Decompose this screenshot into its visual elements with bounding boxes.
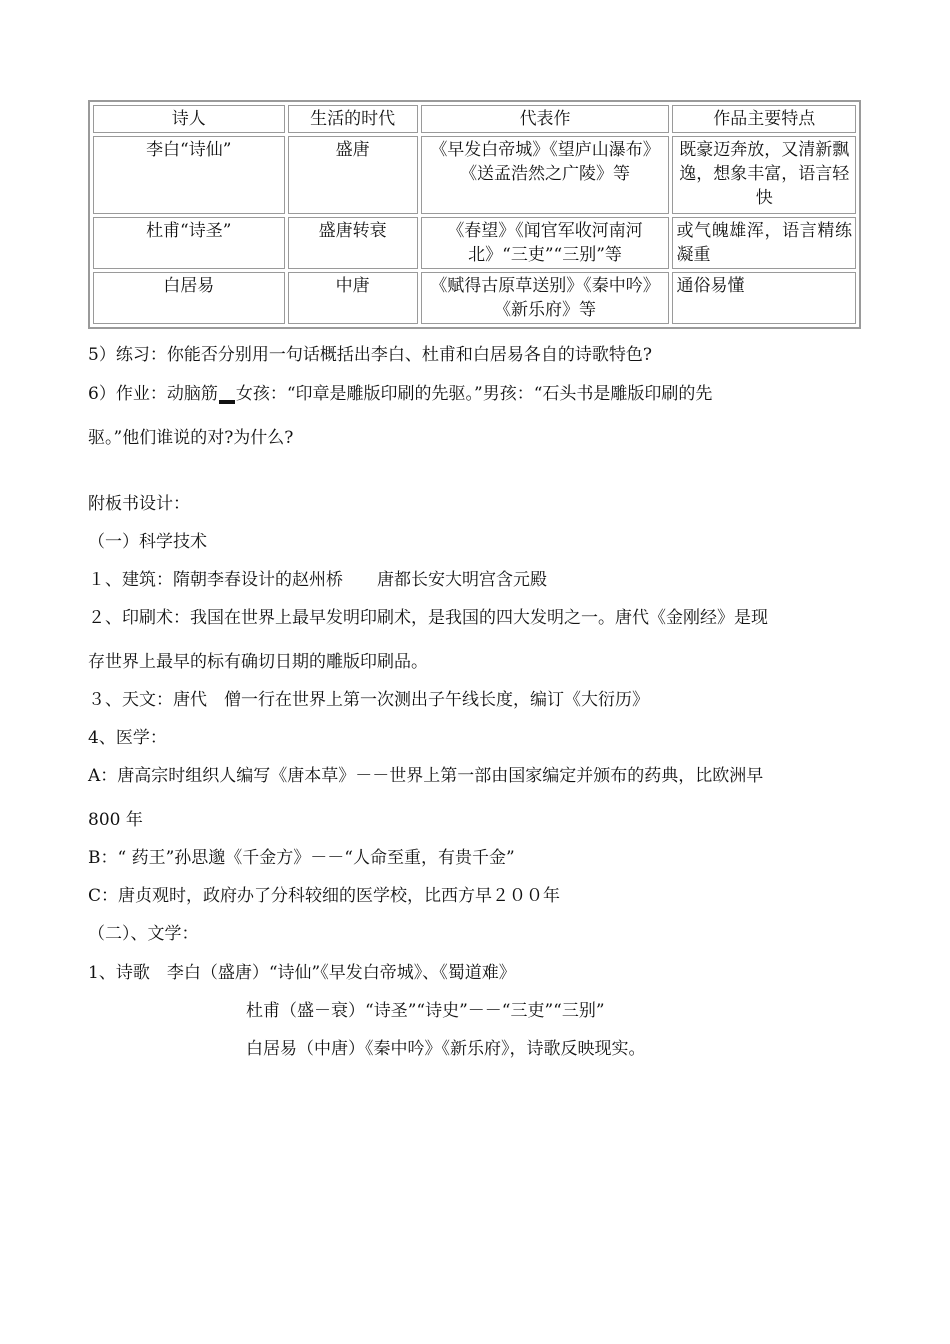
item-medicine-a-line-1: A：唐高宗时组织人编写《唐本草》－－世界上第一部由国家编定并颁布的药典，比欧洲早	[88, 766, 764, 786]
table-row	[93, 136, 856, 214]
homework-line-1	[88, 382, 712, 406]
table-header-cell: 代表作	[421, 105, 670, 133]
blank-mark-icon	[219, 400, 235, 404]
homework-line-2: 驱。”他们谁说的对?为什么?	[88, 428, 294, 448]
item-medicine-b: B：“ 药王”孙思邈《千金方》－－“人命至重，有贵千金”	[88, 848, 515, 868]
table-header-row	[93, 105, 856, 133]
era-cell: 中唐	[288, 272, 418, 324]
homework-line-1-rest: 女孩：“印章是雕版印刷的先驱。”男孩：“石头书是雕版印刷的先	[235, 384, 713, 404]
section-2-heading: （二）、文学：	[88, 924, 199, 944]
poetry-line-1: 1、诗歌 李白（盛唐）“诗仙”《早发白帝城》、《蜀道难》	[88, 963, 516, 983]
board-title: 附板书设计：	[88, 494, 190, 514]
poet-cell: 白居易	[93, 272, 285, 324]
item-architecture: １、建筑：隋朝李春设计的赵州桥 唐都长安大明宫含元殿	[88, 570, 547, 590]
item-medicine-a-line-2: 800 年	[88, 810, 143, 830]
features-cell: 或气魄雄浑，语言精练凝重	[672, 217, 856, 269]
era-cell: 盛唐	[288, 136, 418, 214]
poetry-line-2: 杜甫（盛－衰）“诗圣”“诗史”－－“三吏”“三别”	[246, 1001, 605, 1021]
poets-table	[88, 100, 861, 329]
features-cell: 通俗易懂	[672, 272, 856, 324]
table-header-cell: 诗人	[93, 105, 285, 133]
exercise-text: 5）练习：你能否分别用一句话概括出李白、杜甫和白居易各自的诗歌特色?	[88, 345, 652, 365]
poet-cell: 杜甫“诗圣”	[93, 217, 285, 269]
works-cell: 《赋得古原草送别》《秦中吟》《新乐府》等	[421, 272, 670, 324]
features-cell: 既豪迈奔放，又清新飘逸，想象丰富，语言轻快	[672, 136, 856, 214]
works-cell: 《春望》《闻官军收河南河北》“三吏”“三别”等	[421, 217, 670, 269]
item-printing-line-2: 存世界上最早的标有确切日期的雕版印刷品。	[88, 652, 428, 672]
homework-prefix: 6）作业：动脑筋	[88, 384, 218, 404]
poet-cell: 李白“诗仙”	[93, 136, 285, 214]
table-row	[93, 272, 856, 324]
works-cell: 《早发白帝城》《望庐山瀑布》《送孟浩然之广陵》等	[421, 136, 670, 214]
item-medicine-c: C：唐贞观时，政府办了分科较细的医学校，比西方早２００年	[88, 886, 561, 906]
item-medicine: 4、医学：	[88, 728, 167, 748]
section-1-heading: （一）科学技术	[88, 532, 207, 552]
item-printing-line-1: ２、印刷术：我国在世界上最早发明印刷术，是我国的四大发明之一。唐代《金刚经》是现	[88, 608, 768, 628]
item-astronomy: ３、天文：唐代 僧一行在世界上第一次测出子午线长度，编订《大衍历》	[88, 690, 649, 710]
era-cell: 盛唐转衰	[288, 217, 418, 269]
poetry-line-3: 白居易（中唐）《秦中吟》《新乐府》，诗歌反映现实。	[246, 1039, 646, 1059]
table-header-cell: 作品主要特点	[672, 105, 856, 133]
table-row	[93, 217, 856, 269]
table-header-cell: 生活的时代	[288, 105, 418, 133]
